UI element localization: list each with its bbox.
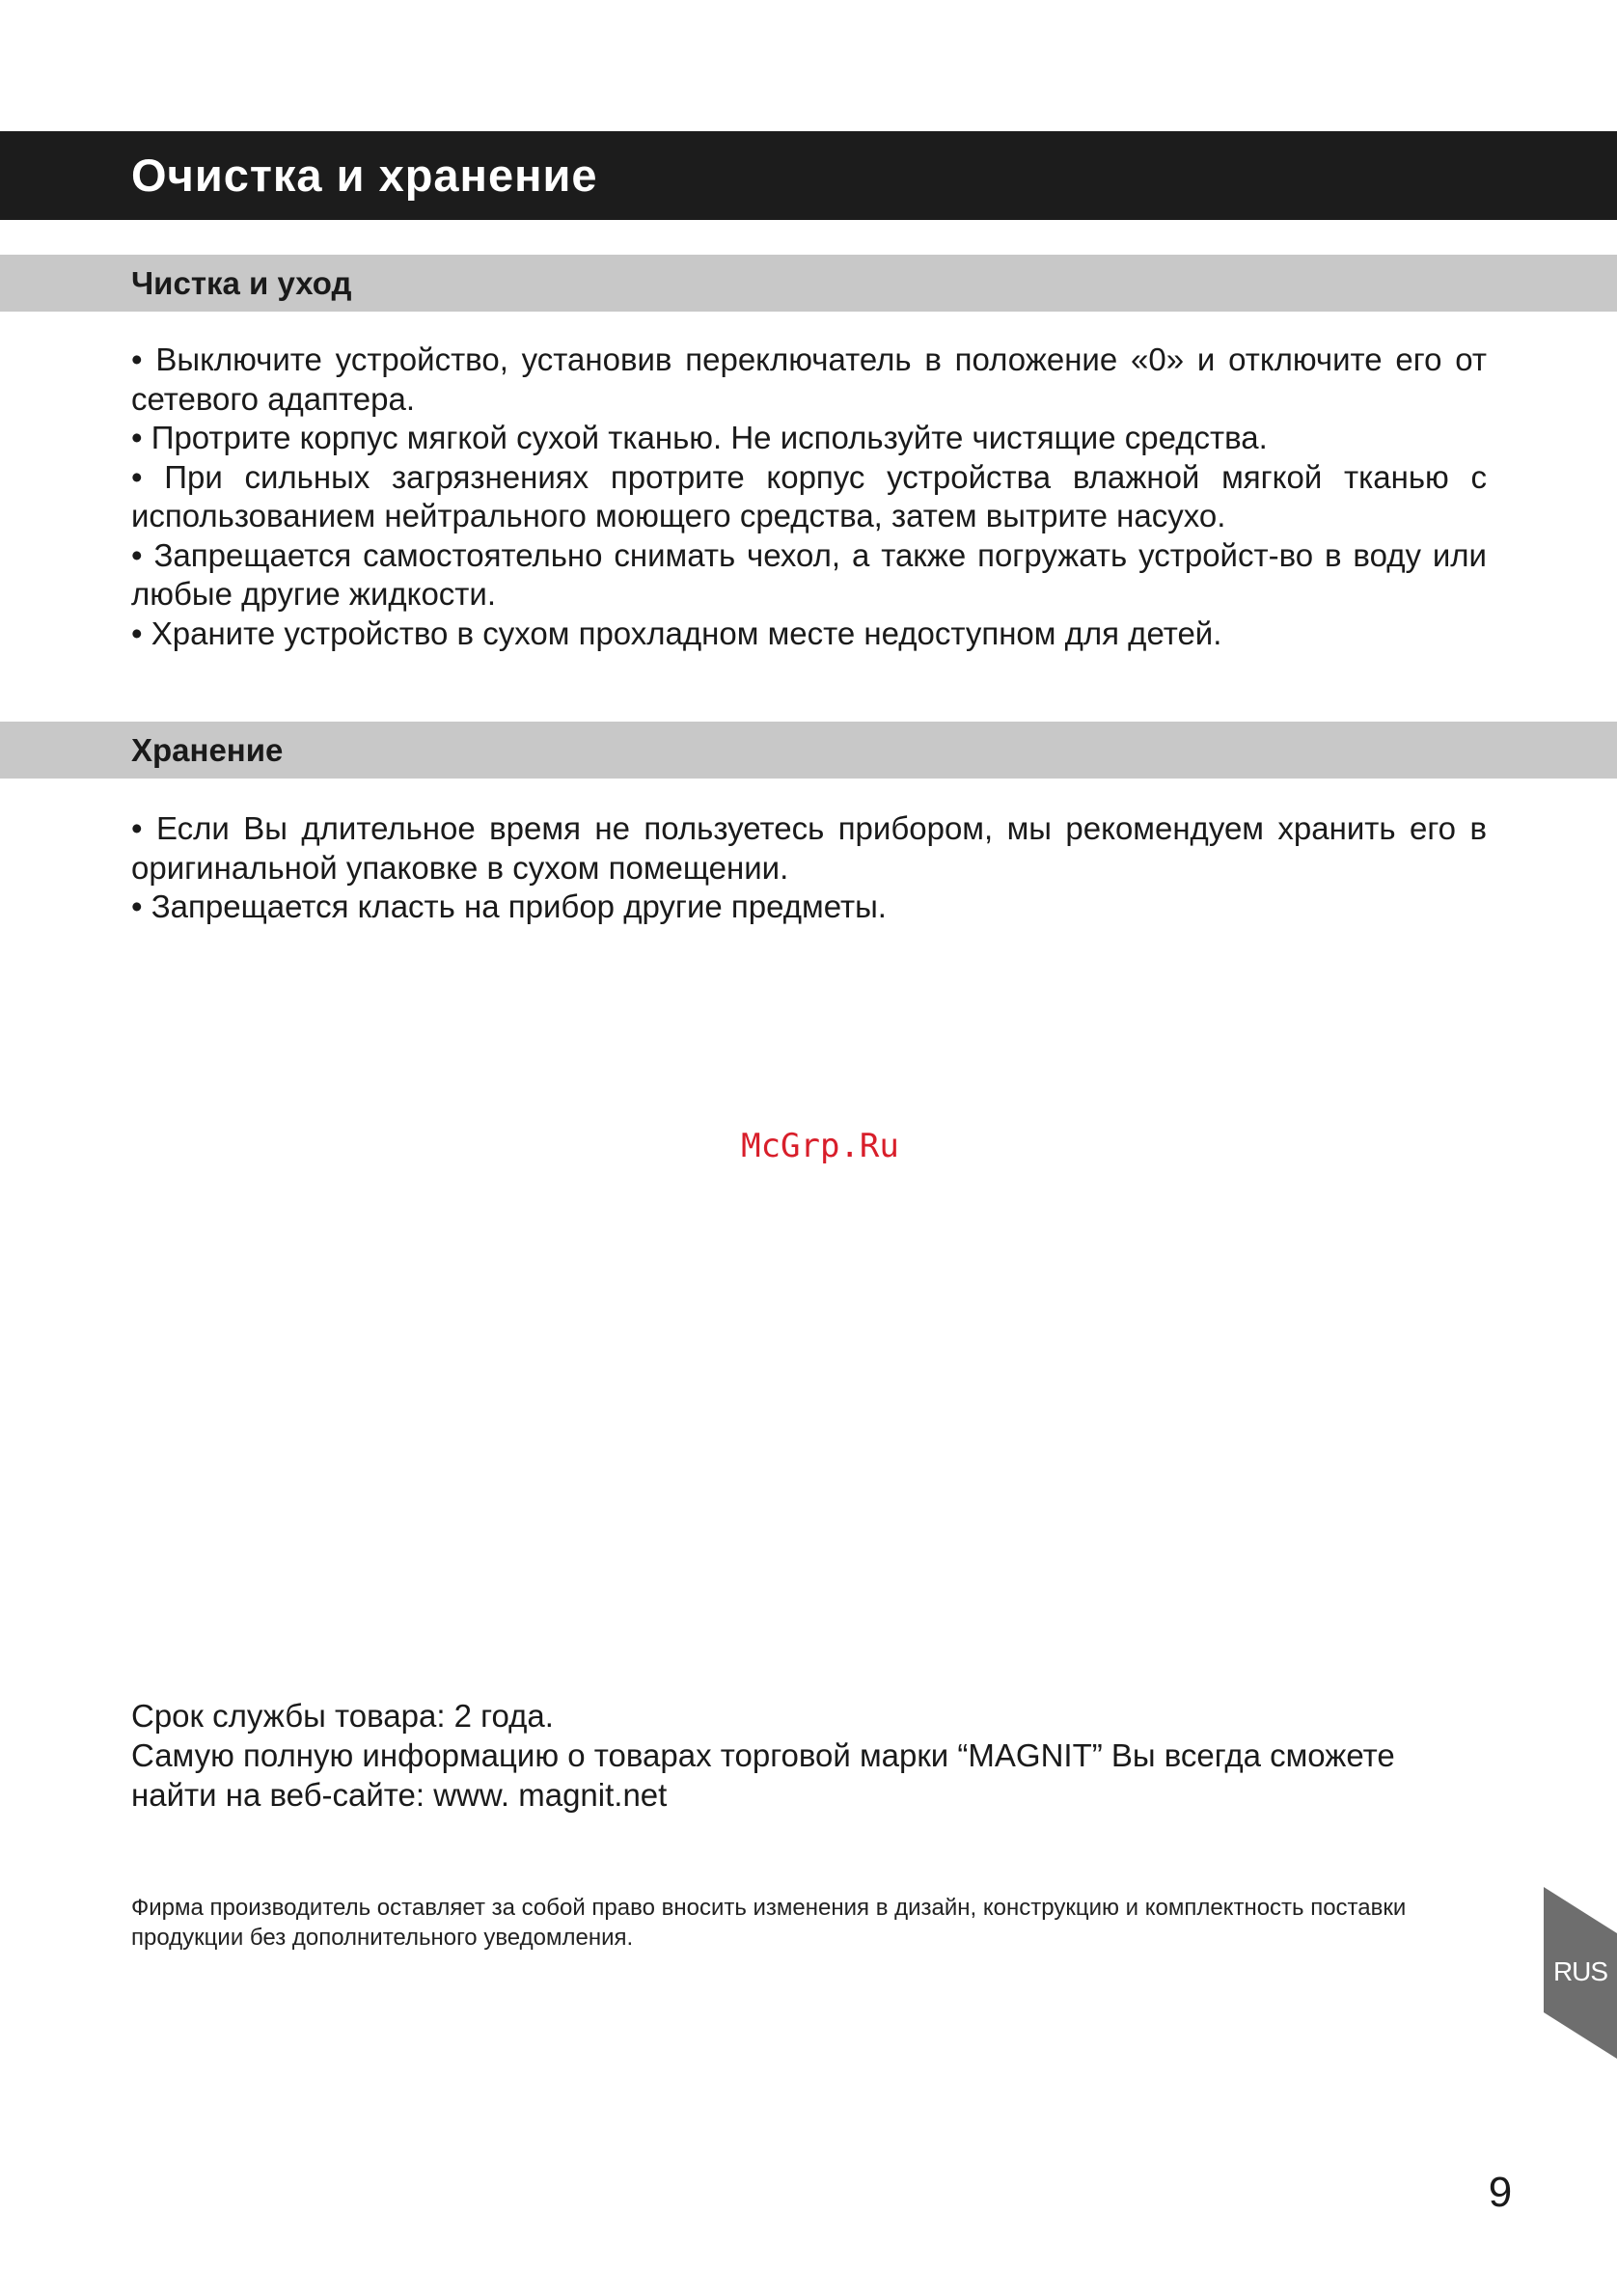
footer-info [131, 1696, 1487, 1815]
list-item: • Запрещается класть на прибор другие предметы. [131, 888, 887, 924]
list-item: • Выключите устройство, установив переключатель в положение «0» и отключите его от сетевого адаптера. [131, 342, 1487, 417]
disclaimer-text: Фирма производитель оставляет за собой право вносить изменения в дизайн, конструкцию и комплектность поставки продукции без дополнительного уведомления. [131, 1895, 1407, 1951]
service-life: Срок службы товара: 2 года. [131, 1698, 554, 1734]
section-heading-storage: Хранение [131, 732, 284, 768]
section-header-storage [0, 722, 1617, 779]
language-tab [1544, 1887, 1617, 2059]
language-tab-label: RUS [1552, 1956, 1608, 1986]
page-title-bar [0, 131, 1617, 220]
list-item: • При сильных загрязнениях протрите корпус устройства влажной мягкой тканью с использованием нейтрального моющего средства, затем вытрите насухо. [131, 458, 1487, 533]
page-number: 9 [1488, 2169, 1513, 2216]
section-header-cleaning [0, 255, 1617, 312]
list-item: • Если Вы длительное время не пользуетесь прибором, мы рекомендуем хранить его в оригинальной упаковке в сухом помещении. [131, 810, 1487, 886]
storage-instructions [131, 809, 1487, 927]
page-title: Очистка и хранение [131, 150, 598, 201]
list-item: • Протрите корпус мягкой сухой тканью. Не используйте чистящие средства. [131, 420, 1268, 455]
watermark: McGrp.Ru [741, 1127, 899, 1165]
cleaning-instructions [131, 341, 1487, 653]
list-item: • Храните устройство в сухом прохладном месте недоступном для детей. [131, 615, 1222, 651]
list-item: • Запрещается самостоятельно снимать чехол, а также погружать устройст-во в воду или любые другие жидкости. [131, 536, 1487, 612]
website-info: Самую полную информацию о товарах торговой марки “MAGNIT” Вы всегда сможете найти на веб-сайте: www. magnit.net [131, 1737, 1395, 1813]
section-heading-cleaning: Чистка и уход [131, 265, 352, 301]
disclaimer [131, 1893, 1487, 1953]
